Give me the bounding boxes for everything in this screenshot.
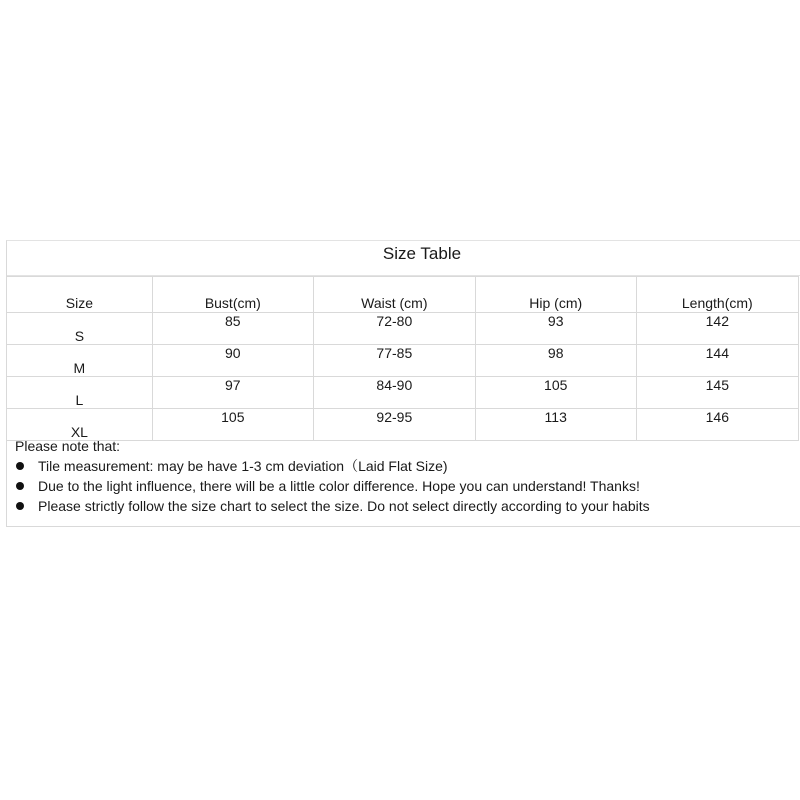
waist-cell: 77-85: [313, 345, 475, 377]
bullet-icon: [16, 502, 24, 510]
note-text: Please strictly follow the size chart to select the size. Do not select directly according to your habits: [38, 498, 650, 514]
notes-list: [15, 456, 650, 516]
table-row: [7, 345, 799, 377]
waist-cell: 84-90: [313, 377, 475, 409]
length-cell: 146: [636, 409, 798, 441]
bust-cell: 85: [152, 313, 313, 345]
notes-heading: Please note that:: [15, 438, 121, 454]
table-row: [7, 377, 799, 409]
hip-cell: 98: [475, 345, 636, 377]
notes-section: [15, 436, 650, 516]
size-chart: [6, 240, 800, 527]
size-cell: S: [7, 313, 153, 345]
hip-cell: 93: [475, 313, 636, 345]
waist-cell: 92-95: [313, 409, 475, 441]
bullet-icon: [16, 482, 24, 490]
size-cell: M: [7, 345, 153, 377]
note-text: Tile measurement: may be have 1-3 cm deviation（Laid Flat Size): [38, 458, 448, 474]
hip-cell: 113: [475, 409, 636, 441]
column-header-length: Length(cm): [636, 277, 798, 313]
note-text: Due to the light influence, there will be a little color difference. Hope you can understand! Thanks!: [38, 478, 640, 494]
bullet-icon: [16, 462, 24, 470]
waist-cell: 72-80: [313, 313, 475, 345]
page-title: Size Table: [7, 241, 800, 276]
bust-cell: 105: [152, 409, 313, 441]
size-table: [6, 276, 799, 441]
length-cell: 144: [636, 345, 798, 377]
list-item: [15, 476, 650, 496]
table-row: [7, 313, 799, 345]
list-item: [15, 496, 650, 516]
column-header-bust: Bust(cm): [152, 277, 313, 313]
length-cell: 145: [636, 377, 798, 409]
bust-cell: 90: [152, 345, 313, 377]
column-header-hip: Hip (cm): [475, 277, 636, 313]
length-cell: 142: [636, 313, 798, 345]
list-item: [15, 456, 650, 476]
bust-cell: 97: [152, 377, 313, 409]
table-header-row: [7, 277, 799, 313]
column-header-size: Size: [7, 277, 153, 313]
hip-cell: 105: [475, 377, 636, 409]
size-cell: L: [7, 377, 153, 409]
column-header-waist: Waist (cm): [313, 277, 475, 313]
size-cell: XL: [7, 409, 153, 441]
